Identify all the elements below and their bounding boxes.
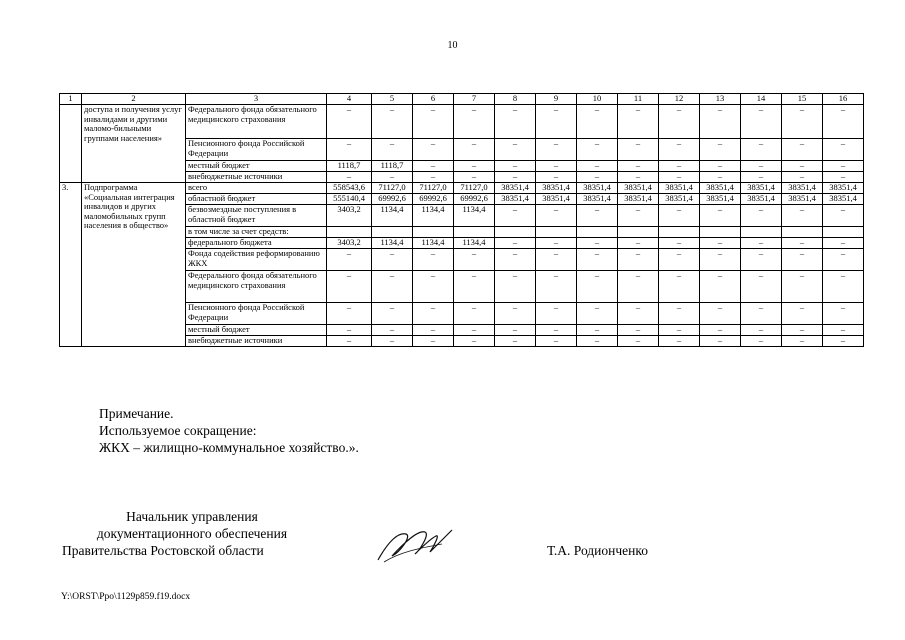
value-cell: 71127,0 bbox=[454, 183, 495, 194]
signatory-name: Т.А. Родионченко bbox=[547, 543, 648, 558]
value-cell: – bbox=[495, 271, 536, 303]
source-label-cell: Пенсионного фонда Российской Федерации bbox=[186, 303, 327, 325]
value-cell: – bbox=[782, 105, 823, 139]
header-cell: 12 bbox=[659, 94, 700, 105]
value-cell: – bbox=[413, 172, 454, 183]
value-cell: – bbox=[659, 325, 700, 336]
value-cell: 69992,6 bbox=[413, 194, 454, 205]
value-cell: – bbox=[577, 249, 618, 271]
value-cell: – bbox=[618, 325, 659, 336]
value-cell: – bbox=[618, 336, 659, 347]
value-cell: – bbox=[327, 172, 372, 183]
value-cell: – bbox=[700, 249, 741, 271]
value-cell: 38351,4 bbox=[495, 183, 536, 194]
value-cell: – bbox=[741, 303, 782, 325]
note-abbrev-text: ЖКХ – жилищно-коммунальное хозяйство.». bbox=[99, 440, 359, 455]
value-cell bbox=[700, 227, 741, 238]
value-cell: 71127,0 bbox=[372, 183, 413, 194]
header-cell: 3 bbox=[186, 94, 327, 105]
value-cell: – bbox=[700, 205, 741, 227]
value-cell: – bbox=[413, 271, 454, 303]
value-cell: – bbox=[495, 205, 536, 227]
value-cell: – bbox=[327, 139, 372, 161]
value-cell bbox=[495, 227, 536, 238]
value-cell: 38351,4 bbox=[700, 194, 741, 205]
value-cell: – bbox=[536, 271, 577, 303]
value-cell: – bbox=[413, 303, 454, 325]
value-cell: – bbox=[700, 303, 741, 325]
value-cell: – bbox=[659, 336, 700, 347]
value-cell bbox=[536, 227, 577, 238]
value-cell: – bbox=[577, 172, 618, 183]
header-cell: 4 bbox=[327, 94, 372, 105]
value-cell: – bbox=[823, 303, 864, 325]
value-cell: 69992,6 bbox=[454, 194, 495, 205]
value-cell: 558543,6 bbox=[327, 183, 372, 194]
value-cell: – bbox=[618, 161, 659, 172]
value-cell: – bbox=[413, 336, 454, 347]
value-cell: – bbox=[618, 105, 659, 139]
value-cell: – bbox=[823, 325, 864, 336]
handwritten-signature bbox=[370, 522, 460, 567]
signatory-title-line1: Начальник управления bbox=[126, 509, 258, 524]
value-cell: 38351,4 bbox=[536, 183, 577, 194]
value-cell: – bbox=[823, 139, 864, 161]
value-cell bbox=[782, 227, 823, 238]
table-row bbox=[60, 105, 864, 139]
source-label-cell: безвозмездные поступления в областной бюджет bbox=[186, 205, 327, 227]
value-cell: 38351,4 bbox=[618, 183, 659, 194]
value-cell: – bbox=[372, 325, 413, 336]
value-cell: – bbox=[782, 336, 823, 347]
value-cell: – bbox=[413, 249, 454, 271]
value-cell: 38351,4 bbox=[782, 183, 823, 194]
value-cell: 555140,4 bbox=[327, 194, 372, 205]
value-cell: – bbox=[700, 139, 741, 161]
source-label-cell: внебюджетные источники bbox=[186, 172, 327, 183]
value-cell: 1134,4 bbox=[454, 238, 495, 249]
source-label-cell: местный бюджет bbox=[186, 161, 327, 172]
value-cell: 38351,4 bbox=[741, 183, 782, 194]
value-cell: 1134,4 bbox=[454, 205, 495, 227]
value-cell: – bbox=[823, 172, 864, 183]
value-cell: – bbox=[659, 238, 700, 249]
value-cell: – bbox=[659, 271, 700, 303]
value-cell: – bbox=[782, 238, 823, 249]
value-cell: 38351,4 bbox=[741, 194, 782, 205]
value-cell: – bbox=[536, 238, 577, 249]
value-cell: – bbox=[823, 271, 864, 303]
header-cell: 2 bbox=[82, 94, 186, 105]
value-cell: 71127,0 bbox=[413, 183, 454, 194]
value-cell: 1118,7 bbox=[327, 161, 372, 172]
value-cell bbox=[577, 227, 618, 238]
value-cell: – bbox=[536, 139, 577, 161]
value-cell: – bbox=[536, 325, 577, 336]
file-path: Y:\ORST\Ppo\1129p859.f19.docx bbox=[61, 592, 191, 602]
value-cell: – bbox=[659, 105, 700, 139]
value-cell: – bbox=[700, 271, 741, 303]
value-cell: – bbox=[413, 161, 454, 172]
value-cell: – bbox=[454, 325, 495, 336]
source-label-cell: Фонда содействия реформированию ЖКХ bbox=[186, 249, 327, 271]
value-cell: – bbox=[741, 172, 782, 183]
value-cell: – bbox=[782, 139, 823, 161]
program-name-cell: доступа и получения услуг инвалидами и другими маломо-бильными группами населения» bbox=[82, 105, 186, 183]
value-cell: – bbox=[454, 303, 495, 325]
value-cell: – bbox=[700, 161, 741, 172]
value-cell: – bbox=[372, 172, 413, 183]
row-number-cell: 3. bbox=[60, 183, 82, 347]
value-cell bbox=[454, 227, 495, 238]
value-cell: – bbox=[495, 303, 536, 325]
row-number-cell bbox=[60, 105, 82, 183]
value-cell: – bbox=[618, 249, 659, 271]
value-cell: – bbox=[700, 105, 741, 139]
value-cell: – bbox=[577, 161, 618, 172]
value-cell: – bbox=[618, 303, 659, 325]
value-cell: – bbox=[495, 139, 536, 161]
value-cell: – bbox=[495, 161, 536, 172]
value-cell: – bbox=[536, 336, 577, 347]
value-cell: 38351,4 bbox=[495, 194, 536, 205]
value-cell: – bbox=[495, 325, 536, 336]
value-cell: – bbox=[823, 161, 864, 172]
page-number: 10 bbox=[447, 40, 458, 51]
note-abbrev-heading: Используемое сокращение: bbox=[99, 423, 257, 438]
source-label-cell: местный бюджет bbox=[186, 325, 327, 336]
value-cell: – bbox=[782, 303, 823, 325]
value-cell: – bbox=[741, 139, 782, 161]
value-cell: – bbox=[618, 205, 659, 227]
value-cell: – bbox=[577, 271, 618, 303]
value-cell: – bbox=[372, 105, 413, 139]
value-cell: – bbox=[782, 271, 823, 303]
value-cell: – bbox=[741, 271, 782, 303]
header-cell: 9 bbox=[536, 94, 577, 105]
value-cell: – bbox=[372, 249, 413, 271]
value-cell: – bbox=[327, 105, 372, 139]
program-name-cell: Подпрограмма «Социальная интеграция инвалидов и других маломобильных групп населения в общество» bbox=[82, 183, 186, 347]
value-cell: – bbox=[327, 325, 372, 336]
value-cell: – bbox=[577, 205, 618, 227]
source-label-cell: всего bbox=[186, 183, 327, 194]
value-cell: – bbox=[454, 161, 495, 172]
value-cell: – bbox=[454, 249, 495, 271]
value-cell: – bbox=[577, 303, 618, 325]
signatory-title bbox=[62, 508, 322, 559]
source-label-cell: Федерального фонда обязательного медицинского страхования bbox=[186, 105, 327, 139]
header-cell: 15 bbox=[782, 94, 823, 105]
value-cell bbox=[823, 227, 864, 238]
value-cell: – bbox=[413, 105, 454, 139]
value-cell bbox=[618, 227, 659, 238]
value-cell: – bbox=[823, 249, 864, 271]
value-cell bbox=[741, 227, 782, 238]
header-cell: 5 bbox=[372, 94, 413, 105]
value-cell: – bbox=[618, 139, 659, 161]
value-cell: – bbox=[327, 336, 372, 347]
value-cell: – bbox=[577, 139, 618, 161]
value-cell: – bbox=[700, 336, 741, 347]
value-cell: – bbox=[659, 303, 700, 325]
signatory-title-line2: документационного обеспечения bbox=[96, 526, 288, 541]
value-cell: 1134,4 bbox=[372, 238, 413, 249]
value-cell: – bbox=[823, 336, 864, 347]
value-cell: – bbox=[659, 249, 700, 271]
value-cell: – bbox=[700, 238, 741, 249]
value-cell: – bbox=[823, 205, 864, 227]
header-cell: 1 bbox=[60, 94, 82, 105]
value-cell: 38351,4 bbox=[823, 183, 864, 194]
header-cell: 10 bbox=[577, 94, 618, 105]
header-row bbox=[60, 94, 864, 105]
value-cell: – bbox=[577, 105, 618, 139]
value-cell: – bbox=[700, 325, 741, 336]
value-cell bbox=[413, 227, 454, 238]
value-cell: 38351,4 bbox=[823, 194, 864, 205]
value-cell: – bbox=[823, 238, 864, 249]
value-cell: – bbox=[659, 139, 700, 161]
value-cell: 38351,4 bbox=[536, 194, 577, 205]
value-cell: – bbox=[577, 238, 618, 249]
value-cell: – bbox=[372, 139, 413, 161]
value-cell: – bbox=[413, 139, 454, 161]
value-cell bbox=[327, 227, 372, 238]
header-cell: 11 bbox=[618, 94, 659, 105]
value-cell: – bbox=[495, 105, 536, 139]
value-cell: 38351,4 bbox=[577, 194, 618, 205]
value-cell: – bbox=[782, 161, 823, 172]
value-cell bbox=[372, 227, 413, 238]
source-label-cell: в том числе за счет средств: bbox=[186, 227, 327, 238]
value-cell: – bbox=[823, 105, 864, 139]
budget-table bbox=[59, 93, 864, 347]
value-cell: – bbox=[577, 325, 618, 336]
value-cell: – bbox=[741, 249, 782, 271]
value-cell: 1118,7 bbox=[372, 161, 413, 172]
value-cell: – bbox=[454, 336, 495, 347]
source-label-cell: федерального бюджета bbox=[186, 238, 327, 249]
value-cell: – bbox=[327, 271, 372, 303]
value-cell: – bbox=[495, 249, 536, 271]
value-cell: – bbox=[782, 249, 823, 271]
value-cell: 1134,4 bbox=[413, 205, 454, 227]
table-row bbox=[60, 183, 864, 194]
value-cell: – bbox=[782, 172, 823, 183]
value-cell: – bbox=[327, 249, 372, 271]
value-cell: 3403,2 bbox=[327, 238, 372, 249]
header-cell: 13 bbox=[700, 94, 741, 105]
value-cell: – bbox=[495, 172, 536, 183]
header-cell: 8 bbox=[495, 94, 536, 105]
value-cell: – bbox=[741, 105, 782, 139]
value-cell: 38351,4 bbox=[700, 183, 741, 194]
value-cell: – bbox=[741, 161, 782, 172]
value-cell: – bbox=[782, 205, 823, 227]
value-cell: – bbox=[454, 139, 495, 161]
value-cell: – bbox=[454, 105, 495, 139]
value-cell: – bbox=[577, 336, 618, 347]
header-cell: 7 bbox=[454, 94, 495, 105]
value-cell: – bbox=[454, 271, 495, 303]
source-label-cell: внебюджетные источники bbox=[186, 336, 327, 347]
value-cell: – bbox=[454, 172, 495, 183]
value-cell: 3403,2 bbox=[327, 205, 372, 227]
value-cell: – bbox=[536, 161, 577, 172]
value-cell: – bbox=[372, 271, 413, 303]
value-cell: 38351,4 bbox=[577, 183, 618, 194]
value-cell: 38351,4 bbox=[659, 183, 700, 194]
value-cell: 1134,4 bbox=[413, 238, 454, 249]
value-cell: – bbox=[659, 161, 700, 172]
value-cell: – bbox=[741, 336, 782, 347]
value-cell: – bbox=[495, 238, 536, 249]
value-cell: – bbox=[741, 238, 782, 249]
value-cell: – bbox=[536, 205, 577, 227]
value-cell: 38351,4 bbox=[782, 194, 823, 205]
note-title: Примечание. bbox=[99, 406, 174, 421]
value-cell: 38351,4 bbox=[659, 194, 700, 205]
value-cell: – bbox=[782, 325, 823, 336]
value-cell: – bbox=[372, 303, 413, 325]
value-cell: – bbox=[413, 325, 454, 336]
value-cell: – bbox=[741, 325, 782, 336]
value-cell: – bbox=[536, 249, 577, 271]
value-cell: – bbox=[741, 205, 782, 227]
header-cell: 16 bbox=[823, 94, 864, 105]
value-cell: 69992,6 bbox=[372, 194, 413, 205]
value-cell: – bbox=[618, 238, 659, 249]
signatory-title-line3: Правительства Ростовской области bbox=[62, 543, 264, 558]
header-cell: 14 bbox=[741, 94, 782, 105]
value-cell: – bbox=[536, 105, 577, 139]
value-cell: 1134,4 bbox=[372, 205, 413, 227]
value-cell: – bbox=[536, 172, 577, 183]
value-cell: – bbox=[536, 303, 577, 325]
value-cell: – bbox=[659, 172, 700, 183]
value-cell: – bbox=[618, 172, 659, 183]
note-block bbox=[99, 405, 359, 456]
source-label-cell: Пенсионного фонда Российской Федерации bbox=[186, 139, 327, 161]
source-label-cell: Федерального фонда обязательного медицинского страхования bbox=[186, 271, 327, 303]
header-cell: 6 bbox=[413, 94, 454, 105]
value-cell: – bbox=[700, 172, 741, 183]
value-cell: – bbox=[659, 205, 700, 227]
value-cell: – bbox=[327, 303, 372, 325]
value-cell bbox=[659, 227, 700, 238]
value-cell: – bbox=[618, 271, 659, 303]
value-cell: – bbox=[495, 336, 536, 347]
value-cell: 38351,4 bbox=[618, 194, 659, 205]
value-cell: – bbox=[372, 336, 413, 347]
source-label-cell: областной бюджет bbox=[186, 194, 327, 205]
